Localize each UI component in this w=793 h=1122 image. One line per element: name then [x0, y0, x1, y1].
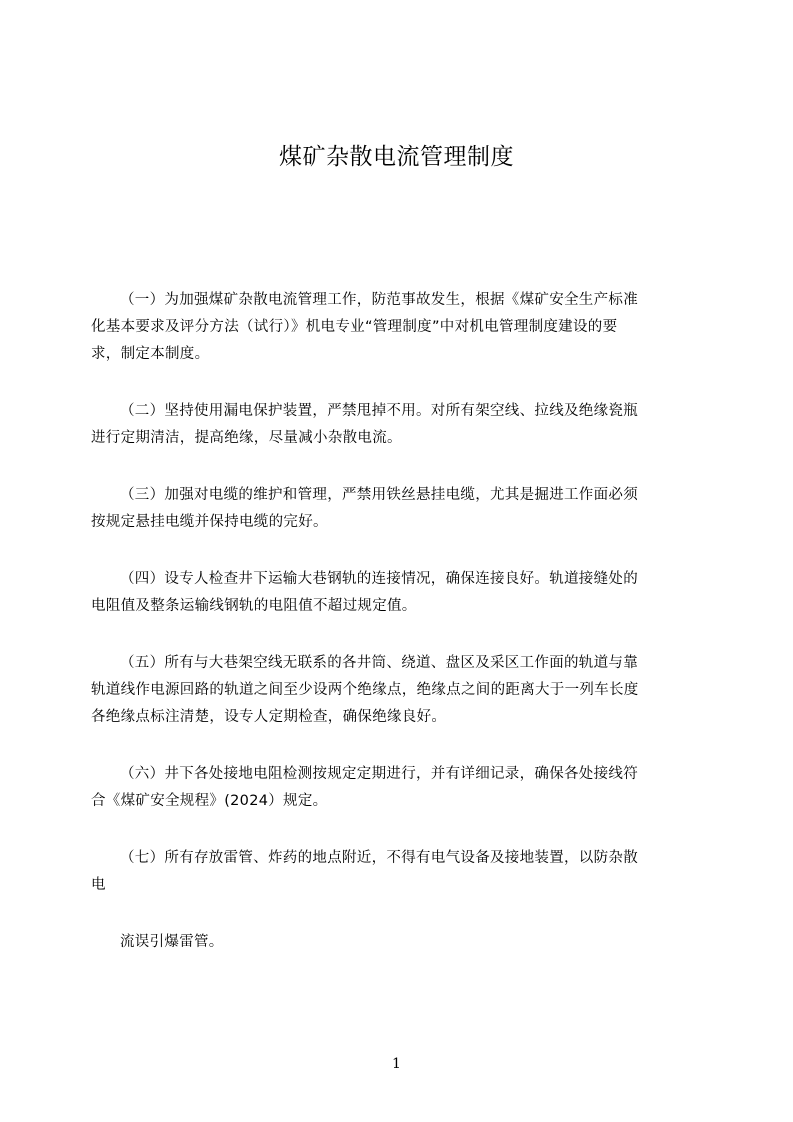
paragraph-line: （六）井下各处接地电阻检测按规定定期进行，并有详细记录，确保各处接线符	[120, 766, 638, 782]
document-title: 煤矿杂散电流管理制度	[279, 144, 514, 170]
paragraph-line: 各绝缘点标注清楚，设专人定期检查，确保绝缘良好。	[91, 709, 447, 725]
paragraph-line: （四）设专人检查井下运输大巷钢轨的连接情况，确保连接良好。轨道接缝处的	[120, 571, 638, 587]
document-body	[91, 287, 703, 986]
paragraph-line: （三）加强对电缆的维护和管理，严禁用铁丝悬挂电缆，尤其是掘进工作面必须	[120, 487, 638, 503]
paragraph-8	[91, 929, 703, 956]
paragraph-6	[91, 761, 703, 815]
paragraph-line: 轨道线作电源回路的轨道之间至少设两个绝缘点，绝缘点之间的距离大于一列车长度	[91, 682, 639, 698]
paragraph-line: 流误引爆雷管。	[120, 934, 224, 950]
paragraph-5	[91, 650, 703, 731]
paragraph-line: 电	[91, 877, 106, 893]
paragraph-line: 进行定期清洁，提高绝缘，尽量减小杂散电流。	[91, 430, 402, 446]
paragraph-2	[91, 398, 703, 452]
paragraph-line: （二）坚持使用漏电保护装置，严禁甩掉不用。对所有架空线、拉线及绝缘瓷瓶	[120, 403, 638, 419]
paragraph-line: 求，制定本制度。	[91, 346, 210, 362]
paragraph-4	[91, 566, 703, 620]
paragraph-line: （七）所有存放雷管、炸药的地点附近，不得有电气设备及接地装置，以防杂散	[120, 850, 638, 866]
paragraph-7	[91, 845, 703, 899]
paragraph-line: 化基本要求及评分方法（试行）》机电专业“管理制度”中对机电管理制度建设的要	[91, 319, 618, 335]
paragraph-line: （五）所有与大巷架空线无联系的各井筒、绕道、盘区及采区工作面的轨道与靠	[120, 655, 638, 671]
page-number: 1	[392, 1056, 401, 1072]
paragraph-1	[91, 287, 703, 368]
paragraph-line: 合《煤矿安全规程》(2024）规定。	[91, 793, 328, 809]
paragraph-line: 电阻值及整条运输线钢轨的电阻值不超过规定值。	[91, 598, 417, 614]
paragraph-line: 按规定悬挂电缆并保持电缆的完好。	[91, 514, 328, 530]
paragraph-line: （一）为加强煤矿杂散电流管理工作，防范事故发生，根据《煤矿安全生产标准	[120, 292, 638, 308]
paragraph-3	[91, 482, 703, 536]
